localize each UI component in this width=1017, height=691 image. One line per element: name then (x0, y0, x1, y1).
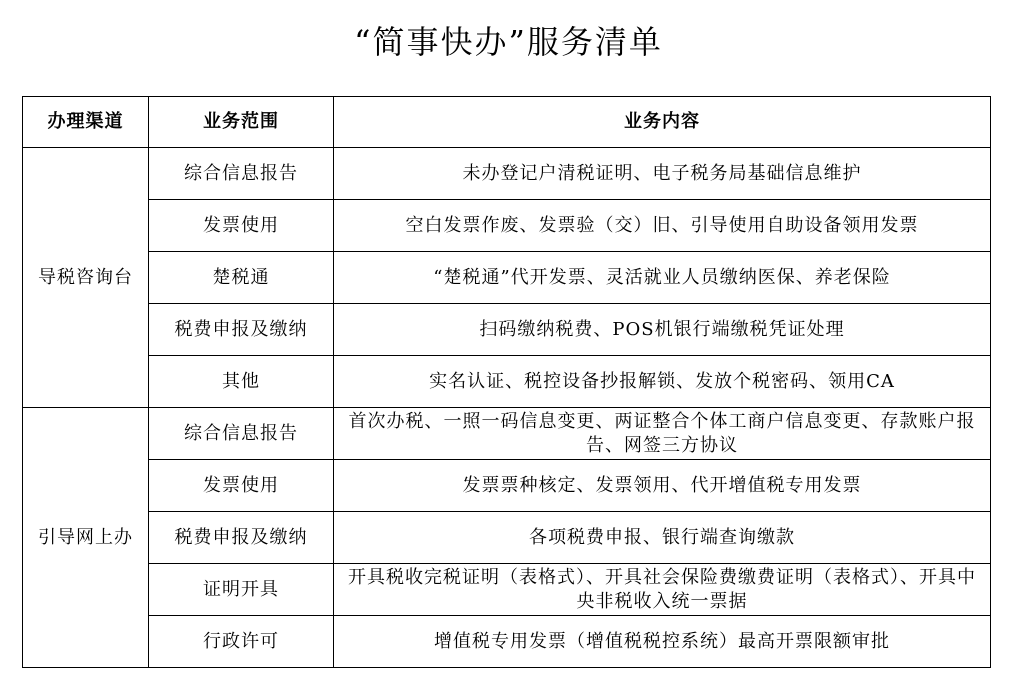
table-row (23, 460, 991, 512)
table-row (23, 304, 991, 356)
table-row (23, 148, 991, 200)
scope-cell: 税费申报及缴纳 (149, 304, 334, 356)
content-cell: 开具税收完税证明（表格式）、开具社会保险费缴费证明（表格式）、开具中央非税收入统一票据 (334, 564, 991, 616)
table-row (23, 564, 991, 616)
header-channel: 办理渠道 (23, 97, 149, 148)
table-row (23, 512, 991, 564)
content-cell: 各项税费申报、银行端查询缴款 (334, 512, 991, 564)
scope-cell: 其他 (149, 356, 334, 408)
content-cell: 空白发票作废、发票验（交）旧、引导使用自助设备领用发票 (334, 200, 991, 252)
table-row (23, 408, 991, 460)
content-cell: 未办登记户清税证明、电子税务局基础信息维护 (334, 148, 991, 200)
table-header-row (23, 97, 991, 148)
table-row (23, 356, 991, 408)
table-row (23, 200, 991, 252)
channel-cell: 导税咨询台 (23, 148, 149, 408)
scope-cell: 证明开具 (149, 564, 334, 616)
scope-cell: 综合信息报告 (149, 148, 334, 200)
content-cell: 发票票种核定、发票领用、代开增值税专用发票 (334, 460, 991, 512)
channel-cell: 引导网上办 (23, 408, 149, 668)
service-list-table (22, 96, 991, 668)
header-content: 业务内容 (334, 97, 991, 148)
scope-cell: 税费申报及缴纳 (149, 512, 334, 564)
scope-cell: 综合信息报告 (149, 408, 334, 460)
scope-cell: 发票使用 (149, 200, 334, 252)
content-cell: 首次办税、一照一码信息变更、两证整合个体工商户信息变更、存款账户报告、网签三方协议 (334, 408, 991, 460)
content-cell: 实名认证、税控设备抄报解锁、发放个税密码、领用CA (334, 356, 991, 408)
table-row (23, 616, 991, 668)
header-scope: 业务范围 (149, 97, 334, 148)
scope-cell: 楚税通 (149, 252, 334, 304)
scope-cell: 发票使用 (149, 460, 334, 512)
table-row (23, 252, 991, 304)
content-cell: “楚税通”代开发票、灵活就业人员缴纳医保、养老保险 (334, 252, 991, 304)
content-cell: 扫码缴纳税费、POS机银行端缴税凭证处理 (334, 304, 991, 356)
content-cell: 增值税专用发票（增值税税控系统）最高开票限额审批 (334, 616, 991, 668)
scope-cell: 行政许可 (149, 616, 334, 668)
document-title: “简事快办”服务清单 (354, 23, 663, 61)
